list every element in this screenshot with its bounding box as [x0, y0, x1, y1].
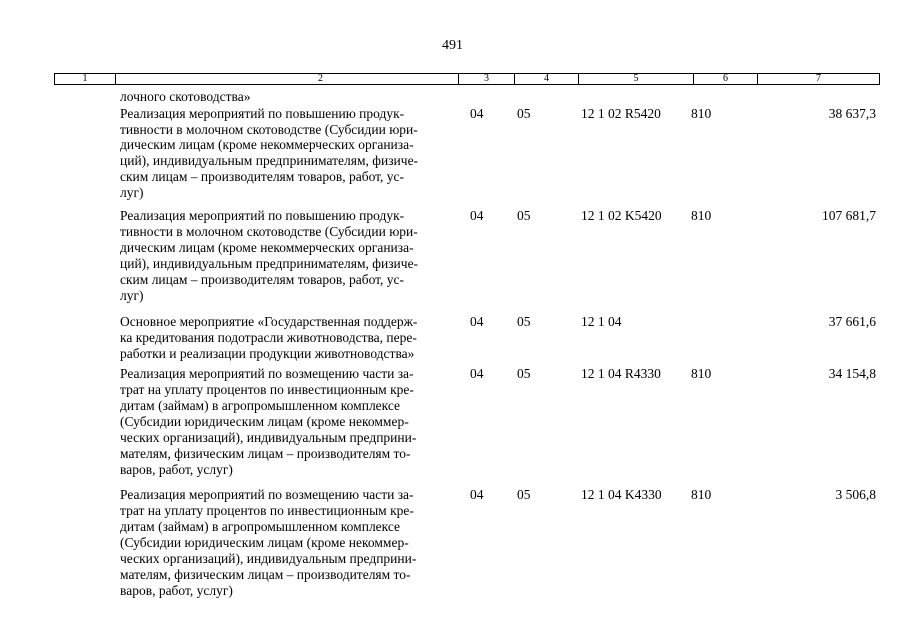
header-col-3: 3 — [458, 74, 514, 84]
row-csr: 12 1 04 — [581, 314, 622, 329]
row-razdel: 04 — [470, 366, 484, 381]
row-razdel: 04 — [470, 314, 484, 329]
row-description-line: Реализация мероприятий по возмещению части за- — [120, 366, 414, 381]
row-sum: 3 506,8 — [835, 487, 876, 502]
header-col-1: 1 — [82, 73, 88, 84]
row-vr: 810 — [691, 487, 712, 502]
row-razdel: 04 — [470, 106, 484, 121]
row-csr: 12 1 02 R5420 — [581, 106, 661, 121]
row-description-line: ческих организаций), индивидуальным предприни- — [120, 551, 417, 566]
table-header — [54, 73, 880, 85]
row-description-line: ческих организаций), индивидуальным предприни- — [120, 430, 417, 445]
row-podrazdel: 05 — [517, 314, 531, 329]
row-razdel: 04 — [470, 487, 484, 502]
row-description-line: ским лицам – производителям товаров, работ, ус- — [120, 169, 405, 184]
row-description-line: ций), индивидуальным предпринимателям, физиче- — [120, 153, 419, 168]
row-description-line: луг) — [120, 288, 144, 303]
header-col-5: 5 — [578, 74, 693, 84]
row-description-line: трат на уплату процентов по инвестиционным кре- — [120, 503, 414, 518]
row-podrazdel: 05 — [517, 366, 531, 381]
header-col-7: 7 — [757, 74, 879, 84]
row-description-line: работки и реализации продукции животноводства» — [120, 346, 415, 361]
header-col-2: 2 — [115, 74, 525, 84]
row-description-line: варов, работ, услуг) — [120, 583, 233, 598]
row-csr: 12 1 02 K5420 — [581, 208, 662, 223]
row-description-line: тивности в молочном скотоводстве (Субсидии юри- — [120, 122, 418, 137]
row-description-line: дитам (займам) в агропромышленном комплексе — [120, 398, 401, 413]
row-description-line: дическим лицам (кроме некоммерческих организа- — [120, 240, 414, 255]
row-description-line: тивности в молочном скотоводстве (Субсидии юри- — [120, 224, 418, 239]
row-podrazdel: 05 — [517, 487, 531, 502]
row-description-line: (Субсидии юридическим лицам (кроме некоммер- — [120, 535, 409, 550]
row-sum: 34 154,8 — [828, 366, 876, 381]
row-vr: 810 — [691, 366, 712, 381]
row-sum: 37 661,6 — [828, 314, 876, 329]
row-description-line: Основное мероприятие «Государственная поддерж- — [120, 314, 418, 329]
row-razdel: 04 — [470, 208, 484, 223]
header-col-4: 4 — [514, 74, 578, 84]
row-vr: 810 — [691, 208, 712, 223]
row-description-line: мателям, физическим лицам – производителям то- — [120, 567, 411, 582]
row-description-line: дитам (займам) в агропромышленном комплексе — [120, 519, 401, 534]
row-description-line: трат на уплату процентов по инвестиционным кре- — [120, 382, 414, 397]
row-sum: 107 681,7 — [822, 208, 876, 223]
page-number: 491 — [442, 38, 463, 53]
row-description-line: ка кредитования подотрасли животноводства, пере- — [120, 330, 417, 345]
row-vr: 810 — [691, 106, 712, 121]
row-podrazdel: 05 — [517, 208, 531, 223]
row-description-line: мателям, физическим лицам – производителям то- — [120, 446, 411, 461]
row-description-line: варов, работ, услуг) — [120, 462, 233, 477]
row-description-line: ским лицам – производителям товаров, работ, ус- — [120, 272, 405, 287]
row-podrazdel: 05 — [517, 106, 531, 121]
row-csr: 12 1 04 R4330 — [581, 366, 661, 381]
row-csr: 12 1 04 K4330 — [581, 487, 662, 502]
row-description-line: Реализация мероприятий по повышению продук- — [120, 208, 405, 223]
row-description-line: Реализация мероприятий по повышению продук- — [120, 106, 405, 121]
row-sum: 38 637,3 — [828, 106, 876, 121]
header-col-6: 6 — [693, 74, 757, 84]
carryover-text: лочного скотоводства» — [120, 89, 251, 104]
row-description-line: ций), индивидуальным предпринимателям, физиче- — [120, 256, 419, 271]
row-description-line: дическим лицам (кроме некоммерческих организа- — [120, 137, 414, 152]
row-description-line: луг) — [120, 185, 144, 200]
row-description-line: (Субсидии юридическим лицам (кроме некоммер- — [120, 414, 409, 429]
row-description-line: Реализация мероприятий по возмещению части за- — [120, 487, 414, 502]
